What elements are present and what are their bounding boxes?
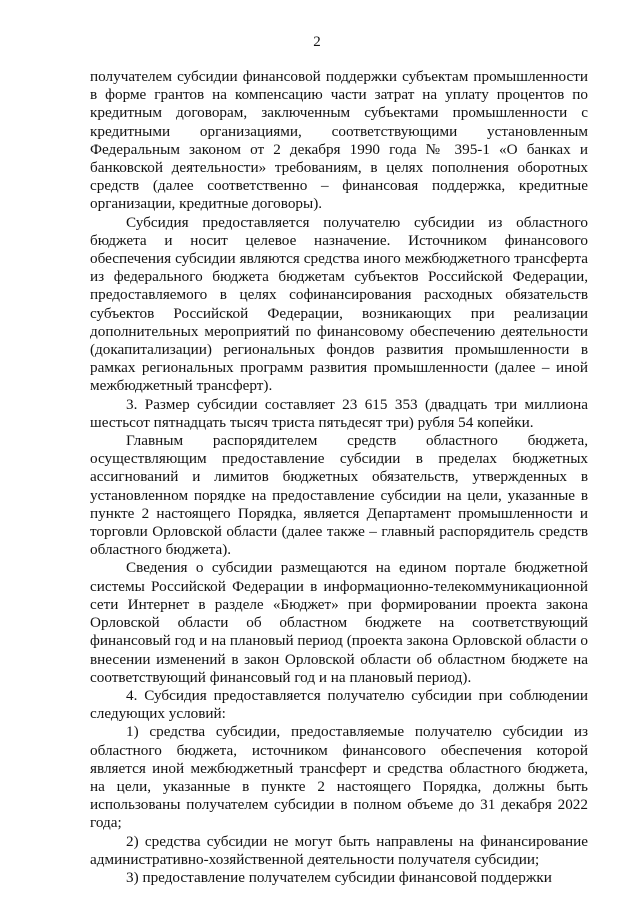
- paragraph-condition-3: 3) предоставление получателем субсидии финансовой поддержки: [126, 868, 552, 886]
- paragraph-continuation: получателем субсидии финансовой поддержки субъектам промышленности в форме грантов на компенсацию части затрат на уплату процентов по кредитным договорам, заключенным субъектами промышленности с кредитными организациями, соответствующими установленным Федеральным законом от 2 декабря 1990 года № 395-1 «О банках и банковской деятельности» требованиям, в целях пополнения оборотных средств (далее соответственно – финансовая поддержка, кредитные организации, кредитные договоры).: [90, 68, 588, 213]
- paragraph-condition-1: 1) средства субсидии, предоставляемые получателю субсидии из областного бюджета, источником финансового обеспечения которой является иной межбюджетный трансферт и средства областного бюджета, на цели, указанные в пункте 2 настоящего Порядка, должны быть использованы получателем субсидии в полном объеме до 31 декабря 2022 года;: [90, 723, 588, 832]
- paragraph-condition-2: 2) средства субсидии не могут быть направлены на финансирование административно-хозяйственной деятельности получателя субсидии;: [90, 832, 588, 868]
- paragraph-portal-info: Сведения о субсидии размещаются на едином портале бюджетной системы Российской Федерации в информационно-телекоммуникационной сети Интернет в разделе «Бюджет» при формировании проекта закона Орловской области об областном бюджете на соответствующий финансовый год и на плановый период (проекта закона Орловской области о внесении изменений в закон Орловской области об областном бюджете на соответствующий финансовый год и на плановый период).: [90, 559, 588, 686]
- page-number: 2: [313, 34, 321, 50]
- paragraph-subsidy-amount: 3. Размер субсидии составляет 23 615 353 (двадцать три миллиона шестьсот пятнадцать тысяч триста пятьдесят три) рубля 54 копейки.: [90, 395, 588, 431]
- paragraph-subsidy-purpose: Субсидия предоставляется получателю субсидии из областного бюджета и носит целевое назначение. Источником финансового обеспечения субсидии являются средства иного межбюджетного трансферта из федерального бюджета бюджетам субъектов Российской Федерации, предоставляемого в целях софинансирования расходных обязательств субъектов Российской Федерации, возникающих при реализации дополнительных мероприятий по финансовому обеспечению деятельности (докапитализации) региональных фондов развития промышленности в рамках региональных программ развития промышленности (далее – иной межбюджетный трансферт).: [90, 213, 588, 395]
- paragraph-main-administrator: Главным распорядителем средств областного бюджета, осуществляющим предоставление субсидии в пределах бюджетных ассигнований и лимитов бюджетных обязательств, утвержденных в установленном порядке на предоставление субсидии на цели, указанные в пункте 2 настоящего Порядка, является Департамент промышленности и торговли Орловской области (далее также – главный распорядитель средств областного бюджета).: [90, 432, 588, 559]
- paragraph-conditions-intro: 4. Субсидия предоставляется получателю субсидии при соблюдении следующих условий:: [90, 686, 588, 723]
- document-body: [90, 68, 588, 887]
